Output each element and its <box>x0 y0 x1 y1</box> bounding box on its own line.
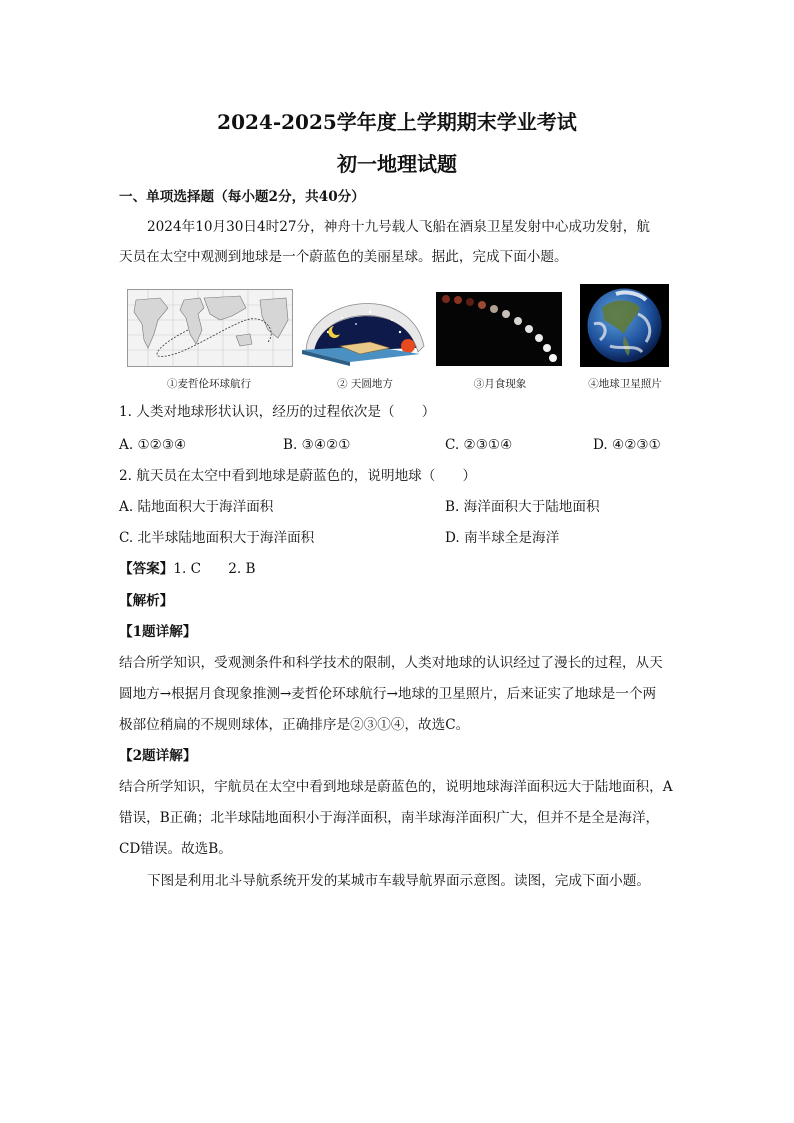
figure-caption: ③月食现象 <box>473 378 527 390</box>
figure-caption: ④地球卫星照片 <box>588 378 662 390</box>
intro-line: 天员在太空中观测到地球是一个蔚蓝色的美丽星球。据此，完成下面小题。 <box>119 249 568 265</box>
question-2-option-a: A. 陆地面积大于海洋面积 <box>119 499 274 515</box>
detail-1-line: 圆地方→根据月食现象推测→麦哲伦环球航行→地球的卫星照片，后来证实了地球是一个两 <box>119 686 657 702</box>
intro-line: 2024年10月30日4时27分，神舟十九号载人飞船在酒泉卫星发射中心成功发射，航 <box>147 219 650 235</box>
figure-caption: ①麦哲伦环球航行 <box>167 378 251 390</box>
detail-2-line: 错误，B正确；北半球陆地面积小于海洋面积，南半球海洋面积广大，但并不是全是海洋， <box>119 810 660 826</box>
answer-line <box>119 560 256 579</box>
figure-caption: ② 天圆地方 <box>337 378 393 390</box>
lunar-eclipse-photo <box>436 292 562 366</box>
analysis-label: 【解析】 <box>119 593 174 609</box>
page-title: 2024-2025学年度上学期期末学业考试 <box>217 110 577 134</box>
detail-1-line: 结合所学知识，受观测条件和科学技术的限制，人类对地球的认识经过了漫长的过程，从天 <box>119 655 663 671</box>
question-1-stem: 1. 人类对地球形状认识，经历的过程依次是（ ） <box>119 404 436 420</box>
magellan-voyage-map <box>127 289 293 367</box>
page-subtitle: 初一地理试题 <box>337 152 457 176</box>
section-heading: 一、单项选择题（每小题2分，共40分） <box>119 189 365 205</box>
detail-2-line: CD错误。故选B。 <box>119 841 232 857</box>
detail-2-label: 【2题详解】 <box>119 748 197 764</box>
question-2-option-c: C. 北半球陆地面积大于海洋面积 <box>119 530 315 546</box>
detail-2-line: 结合所学知识，宇航员在太空中看到地球是蔚蓝色的，说明地球海洋面积远大于陆地面积，A <box>119 779 673 795</box>
question-1-option-b: B. ③④②① <box>283 437 351 453</box>
answer-text: 1. C 2. B <box>173 561 256 577</box>
answer-label: 【答案】 <box>119 561 174 577</box>
earth-satellite-photo <box>580 284 669 367</box>
detail-1-line: 极部位稍扁的不规则球体，正确排序是②③①④，故选C。 <box>119 717 470 733</box>
intro-2-line: 下图是利用北斗导航系统开发的某城市车载导航界面示意图。读图，完成下面小题。 <box>147 873 650 889</box>
question-1-option-a: A. ①②③④ <box>119 437 187 453</box>
detail-1-label: 【1题详解】 <box>119 624 197 640</box>
question-2-stem: 2. 航天员在太空中看到地球是蔚蓝色的，说明地球（ ） <box>119 468 477 484</box>
question-1-option-c: C. ②③①④ <box>445 437 513 453</box>
question-2-option-d: D. 南半球全是海洋 <box>445 530 560 546</box>
question-1-option-d: D. ④②③① <box>593 437 661 453</box>
question-2-option-b: B. 海洋面积大于陆地面积 <box>445 499 600 515</box>
round-sky-square-earth-illustration <box>300 288 430 366</box>
